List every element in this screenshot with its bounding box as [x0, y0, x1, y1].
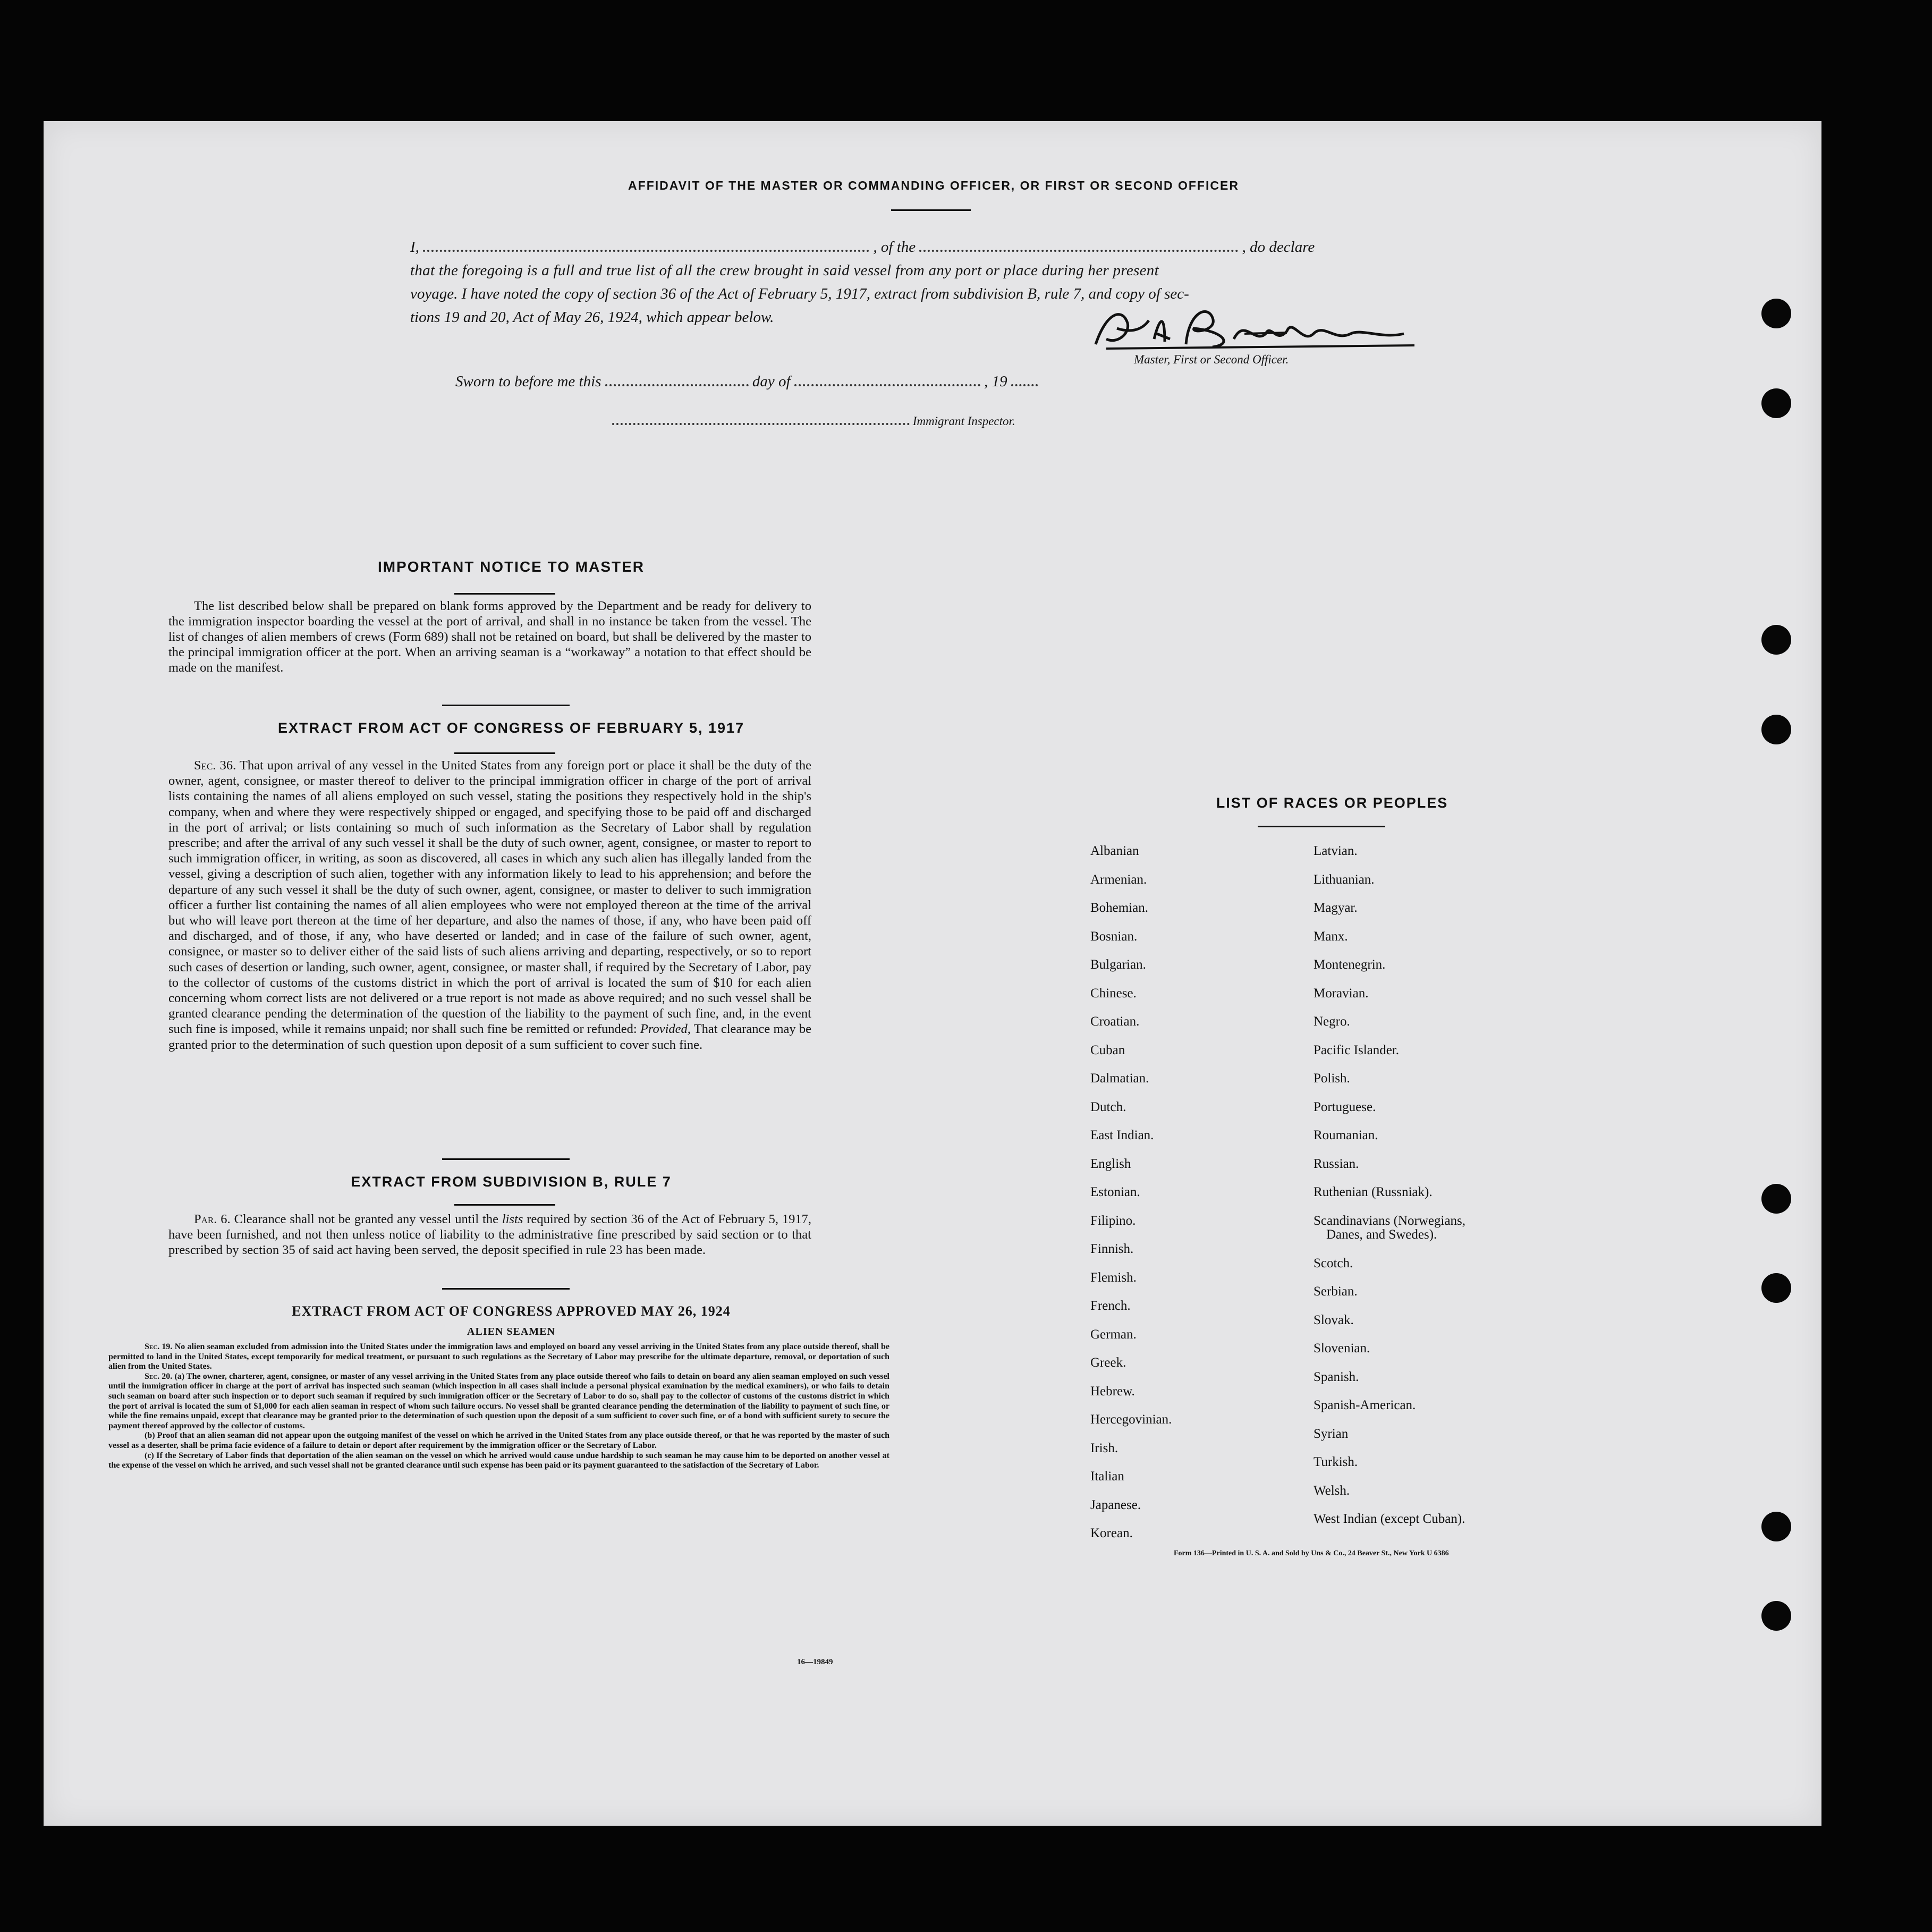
punch-hole — [1761, 715, 1791, 744]
handwritten-signature — [1085, 302, 1425, 355]
extract-1924-title: EXTRACT FROM ACT OF CONGRESS APPROVED MAY 26, 1924 — [292, 1303, 731, 1319]
race-item: Welsh. — [1314, 1483, 1350, 1498]
sec-20a-para — [108, 1372, 889, 1431]
race-item: Filipino. — [1090, 1213, 1136, 1228]
inspector-line — [612, 414, 1015, 428]
race-item: Syrian — [1314, 1426, 1349, 1441]
race-item: Polish. — [1314, 1071, 1350, 1086]
races-title-rule — [1258, 826, 1385, 827]
alien-seamen-subtitle: ALIEN SEAMEN — [467, 1326, 555, 1337]
race-item: Dalmatian. — [1090, 1071, 1149, 1086]
affidavit-title: AFFIDAVIT OF THE MASTER OR COMMANDING OFFICER, OR FIRST OR SECOND OFFICER — [628, 179, 1239, 192]
race-item: Armenian. — [1090, 872, 1147, 887]
race-item: German. — [1090, 1327, 1137, 1342]
name-field[interactable] — [423, 250, 869, 252]
declare-label: , do declare — [1242, 239, 1315, 256]
race-item: Portuguese. — [1314, 1099, 1376, 1114]
sworn-line — [455, 373, 1038, 391]
punch-hole — [1761, 1512, 1791, 1541]
notice-title: IMPORTANT NOTICE TO MASTER — [377, 558, 645, 575]
punch-hole — [1761, 388, 1791, 418]
race-item: Manx. — [1314, 929, 1348, 944]
sec-19-text: No alien seaman excluded from admission into the United States under the immigration laws and employed on board any vessel arriving in the United States from any place outside thereof, shall be permitted to land in the United States, except temporarily for medical treatment, or pursuant to such regulations as the Secretary of Labor may prescribe for the ultimate departure, removal, or deportation of such alien from the United States. — [108, 1342, 890, 1371]
race-item: Croatian. — [1090, 1014, 1140, 1029]
notice-text: The list described below shall be prepared on blank forms approved by the Department and be ready for delivery to the immigration inspector boarding the vessel at the port of arrival, and shall in no instance be taken from the vessel. The list of changes of alien members of crews (Form 689) shall not be retained on board, but shall be delivered by the master to the principal immigration officer at the port. When an arriving seaman is a “workaway” a notation to that effect should be made on the manifest. — [168, 599, 811, 675]
punch-hole — [1761, 299, 1791, 328]
print-code: 16—19849 — [797, 1658, 833, 1666]
notice-title-rule — [454, 593, 555, 595]
race-item: Flemish. — [1090, 1270, 1137, 1285]
sec-36-text-end: That clearance may be granted prior to the determination of such question upon deposit of a sum sufficient to cover such fine. — [168, 1022, 812, 1052]
inspector-signature-field[interactable] — [612, 423, 910, 425]
sec-20-label: Sec. 20. — [145, 1371, 173, 1381]
declaration-line — [410, 235, 1446, 259]
race-item: Pacific Islander. — [1314, 1043, 1400, 1057]
affidavit-line-3: voyage. I have noted the copy of section 36 of the Act of February 5, 1917, extract from subdivision B, rule 7, and copy of sec- — [410, 285, 1189, 302]
par-6-text-a: Clearance shall not be granted any vessel until the — [234, 1212, 498, 1226]
punch-hole — [1761, 625, 1791, 655]
race-item: Albanian — [1090, 844, 1139, 858]
race-item: English — [1090, 1156, 1131, 1171]
document-page — [44, 121, 1821, 1826]
race-item: Bulgarian. — [1090, 957, 1146, 972]
race-item: Hebrew. — [1090, 1384, 1135, 1399]
section-divider-2 — [442, 1158, 570, 1160]
sec-36-label: Sec. 36. — [194, 758, 236, 773]
race-item: Scandinavians (Norwegians, — [1314, 1213, 1466, 1228]
race-item: Danes, and Swedes). — [1326, 1227, 1437, 1242]
extract-1917-rule — [454, 752, 555, 754]
punch-hole — [1761, 1601, 1791, 1631]
race-item: Chinese. — [1090, 986, 1137, 1001]
sec-20c-para: (c) If the Secretary of Labor finds that deportation of the alien seaman on the vessel on which he arrived would cause undue hardship to such seaman he may cause him to be deported on another vessel at the expense of the vessel on which he arrived, and such vessel shall not be granted clearance until such expense has been paid or its payment guaranteed to the satisfaction of the Secretary of Labor. — [108, 1451, 889, 1470]
title-underline — [891, 209, 971, 211]
race-item: Cuban — [1090, 1043, 1125, 1057]
sworn-day-field[interactable] — [605, 384, 749, 386]
race-item: French. — [1090, 1299, 1131, 1313]
race-item: Montenegrin. — [1314, 957, 1386, 972]
race-item: Negro. — [1314, 1014, 1350, 1029]
races-left-column — [1090, 837, 1292, 1548]
punch-hole — [1761, 1273, 1791, 1303]
extract-1917-title: EXTRACT FROM ACT OF CONGRESS OF FEBRUARY 5, 1917 — [277, 720, 745, 736]
extract-1917-text — [168, 758, 811, 1053]
sworn-month-field[interactable] — [794, 384, 980, 386]
section-divider — [442, 705, 570, 706]
race-item: Latvian. — [1314, 844, 1358, 858]
i-label: I, — [410, 239, 419, 256]
inspector-caption: Immigrant Inspector. — [912, 414, 1015, 428]
race-item: Italian — [1090, 1469, 1124, 1484]
race-item: West Indian (except Cuban). — [1314, 1512, 1465, 1526]
vessel-field[interactable] — [919, 250, 1238, 252]
race-item: Ruthenian (Russniak). — [1314, 1185, 1433, 1199]
races-title: LIST OF RACES OR PEOPLES — [1216, 795, 1448, 811]
rule-7-text — [168, 1211, 811, 1258]
race-item: Slovenian. — [1314, 1341, 1370, 1355]
sec-20a-text: (a) The owner, charterer, agent, consignee, or master of any vessel arriving in the United States from any place outside thereof who fails to detain on board any alien seaman employed on such vessel until the immigration officer in charge at the port of arrival has inspected such seaman (which inspection in all cases shall include a personal physical examination by the medical examiners), or who fails to detain such seaman on board after such inspection or to deport such seaman if required by such immigration officer or the Secretary of Labor to do so, shall pay to the collector of customs of the customs district in which the port of arrival is located the sum of $1,000 for each alien seaman in respect of whom such failure occurs. No vessel shall be granted clearance pending the determination of the liability to payment of such fine, or while the fine remains unpaid, except that clearance may be granted prior to the determination of such question upon the deposit of a sum sufficient to cover such fine, or of a bond with sufficient surety to secure the payment thereof approved by the collector of customs. — [108, 1371, 889, 1430]
sec-19-para — [108, 1342, 889, 1372]
race-item: Moravian. — [1314, 986, 1369, 1001]
extract-1924-text — [108, 1342, 889, 1471]
race-item: Scotch. — [1314, 1256, 1353, 1270]
race-item: Lithuanian. — [1314, 872, 1375, 887]
provided-word: Provided, — [640, 1022, 691, 1037]
race-item: Bosnian. — [1090, 929, 1138, 944]
race-item: Finnish. — [1090, 1242, 1134, 1256]
race-item: Serbian. — [1314, 1284, 1358, 1299]
sworn-year-field[interactable] — [1011, 384, 1038, 386]
sec-36-text: That upon arrival of any vessel in the United States from any foreign port or place it shall be the duty of the owner, agent, consignee, or master thereof to deliver to the principal immigration officer in charge of the port of arrival lists containing the names of all aliens employed on such vessel, stating the positions they respectively hold in the ship's company, when and where they were respectively shipped or engaged, and specifying those to be paid off and discharged in the port of arrival; or lists containing so much of such information as the Secretary of Labor shall by regulation prescribe; and after the arrival of any such vessel it shall be the duty of such owner, agent, consignee, or master to report to such immigration officer, in writing, as soon as discovered, all cases in which any such alien has illegally landed from the vessel, giving a description of such alien, together with any information likely to lead to his apprehension; and before the departure of any such vessel it shall be the duty of such owner, agent, consignee, or master to deliver to such immigration officer a further list containing the names of all alien employees who were not employed thereon at the time of the arrival but who will leave port thereon at the time of her departure, and also the names of those, if any, who have been paid off and discharged, and of those, if any, who have deserted or landed; and in case of the failure of such owner, agent, consignee, or master so to deliver either of the said lists of such aliens arriving and departing, respectively, or so to report such cases of desertion or landing, such owner, agent, consignee, or master shall, if required by the Secretary of Labor, pay to the collector of customs of the customs district in which the port of arrival is located the sum of $10 for each alien concerning whom correct lists are not delivered or a true report is not made as above required; and no such vessel shall be granted clearance pending the determination of the question of the liability to the payment of such fine, and, in the event such fine is imposed, while it remains unpaid; nor shall such fine be remitted or refunded: — [168, 758, 811, 1037]
rule-7-title: EXTRACT FROM SUBDIVISION B, RULE 7 — [351, 1174, 672, 1190]
race-item: Russian. — [1314, 1156, 1359, 1171]
sec-20b-para: (b) Proof that an alien seaman did not appear upon the outgoing manifest of the vessel on which he arrived in the United States from any place outside thereof, or that he was reported by the master of such vessel as a deserter, shall be prima facie evidence of a failure to detain or deport after requirement by the immigration officer or the Secretary of Labor. — [108, 1431, 889, 1450]
affidavit-line-4: tions 19 and 20, Act of May 26, 1924, which appear below. — [410, 309, 774, 326]
race-item: Bohemian. — [1090, 901, 1149, 915]
race-item: East Indian. — [1090, 1128, 1154, 1142]
race-item: Irish. — [1090, 1440, 1118, 1455]
day-of-label: day of — [752, 373, 791, 390]
race-item: Japanese. — [1090, 1497, 1141, 1512]
race-item: Slovak. — [1314, 1312, 1354, 1327]
race-item: Dutch. — [1090, 1099, 1126, 1114]
rule-7-rule — [454, 1204, 555, 1206]
punch-hole — [1761, 1184, 1791, 1214]
race-item: Hercegovinian. — [1090, 1412, 1172, 1427]
affidavit-line-2: that the foregoing is a full and true list of all the crew brought in said vessel from any port or place during her present — [410, 262, 1159, 279]
section-divider-3 — [442, 1288, 570, 1290]
of-the-label: , of the — [873, 239, 916, 256]
form-footer: Form 136—Printed in U. S. A. and Sold by Uns & Co., 24 Beaver St., New York U 6386 — [1174, 1549, 1449, 1557]
races-right-column — [1314, 837, 1590, 1533]
par-6-label: Par. 6. — [194, 1212, 231, 1226]
lists-word: lists — [502, 1212, 523, 1226]
race-item: Korean. — [1090, 1526, 1133, 1540]
race-item: Spanish-American. — [1314, 1398, 1416, 1412]
year-label: , 19 — [984, 373, 1007, 390]
race-item: Greek. — [1090, 1355, 1126, 1370]
race-item: Spanish. — [1314, 1369, 1359, 1384]
sec-19-label: Sec. 19. — [145, 1342, 173, 1351]
signature-caption: Master, First or Second Officer. — [1134, 353, 1289, 366]
par-6-text-b: required by section 36 of the Act of February 5, 1917, have been furnished, and not then unless notice of liability to the administrative fine prescribed by said section or to that prescribed by section 35 of said act having been served, the deposit specified in rule 23 has been made. — [168, 1212, 812, 1258]
race-item: Estonian. — [1090, 1185, 1140, 1199]
race-item: Roumanian. — [1314, 1128, 1378, 1142]
race-item: Magyar. — [1314, 901, 1358, 915]
race-item: Turkish. — [1314, 1455, 1358, 1469]
sworn-label: Sworn to before me this — [455, 373, 601, 390]
